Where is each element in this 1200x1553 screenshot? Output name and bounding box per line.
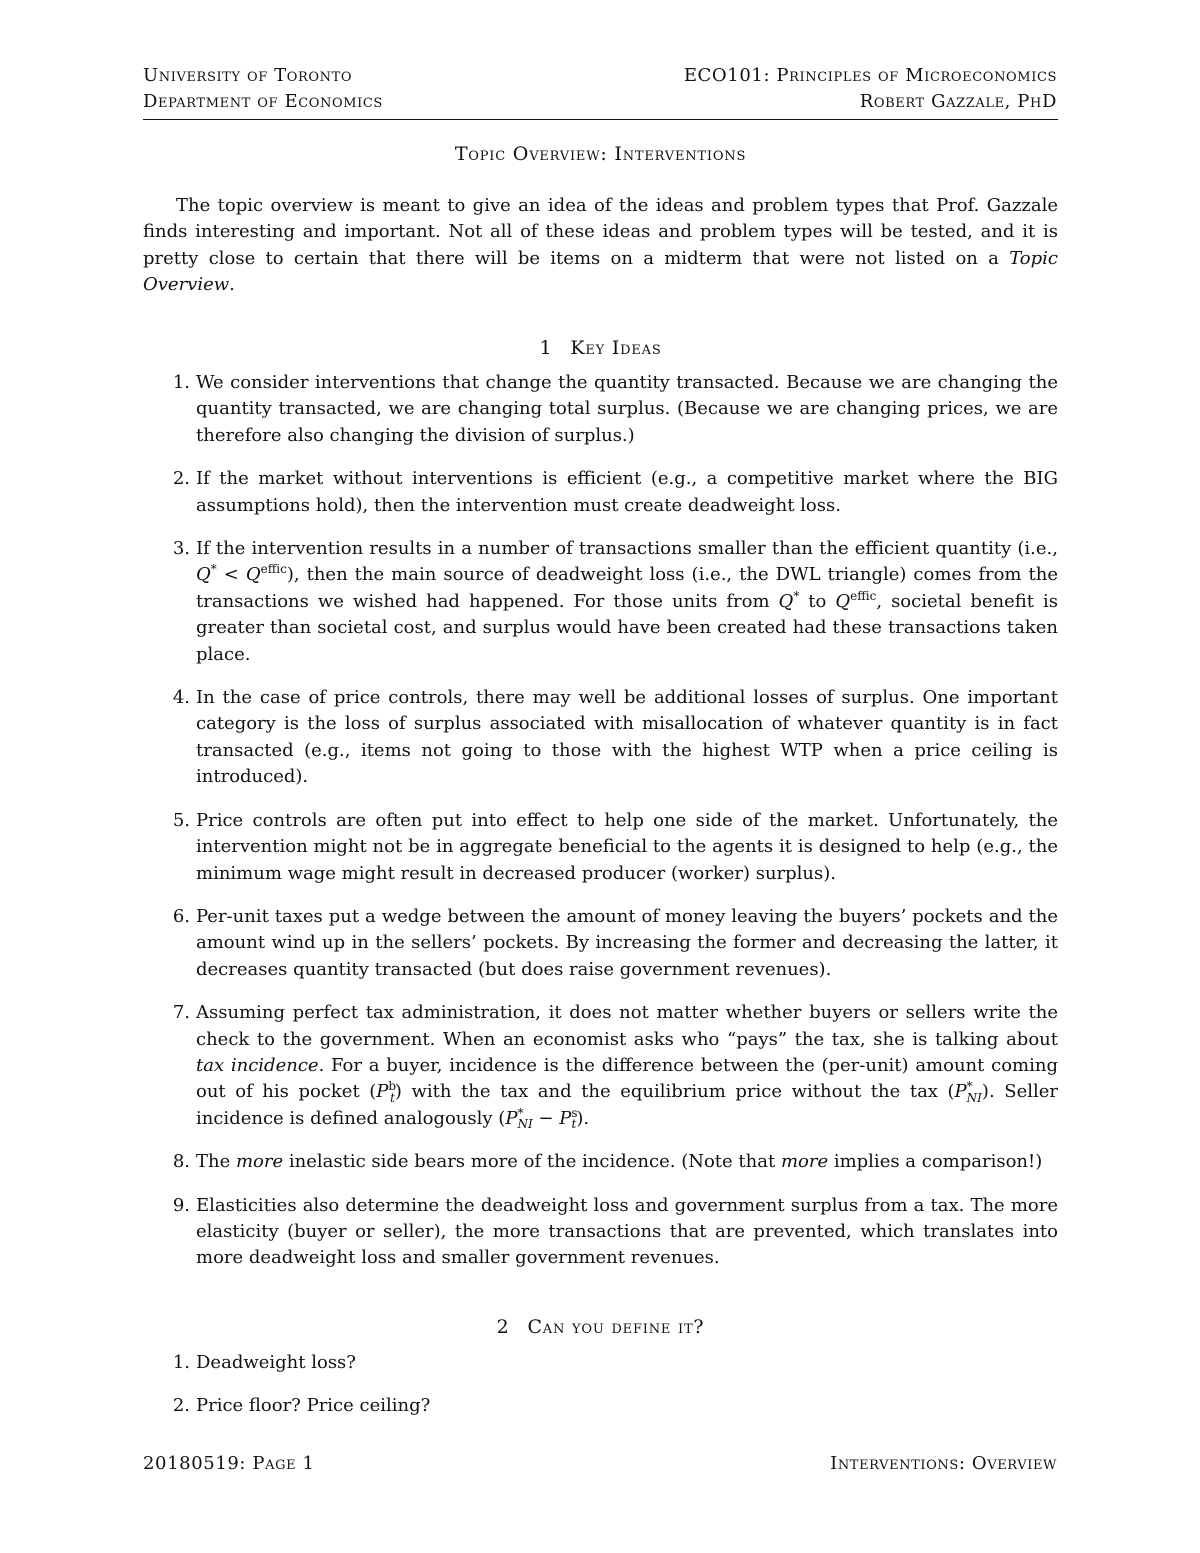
section-heading-key-ideas [143, 337, 1058, 359]
item-number: 5. [172, 809, 190, 831]
item-text: We consider interventions that change the quantity transacted. Because we are changing the quantity transacted, we are changing total surplus. (Because we are changing prices, we are therefore also changing the division of surplus.) [196, 372, 1058, 446]
item-text: , societal benefit is greater than societal cost, and surplus would have been created had these transactions taken place. [196, 590, 1059, 665]
list-item [172, 904, 1058, 983]
course-name: ECO101: Principles of Microeconomics [683, 65, 1057, 86]
math-sub: t [390, 1090, 395, 1105]
list-item [172, 1149, 1058, 1175]
list-item [172, 685, 1058, 791]
math-q: Q [835, 590, 851, 612]
item-number: 9. [172, 1194, 190, 1216]
footer-page-info: 20180519: Page 1 [143, 1453, 315, 1474]
instructor-name: Robert Gazzale, PhD [859, 91, 1057, 112]
list-item [172, 1000, 1058, 1132]
math-effic: effic [850, 588, 877, 603]
math-p: P [954, 1081, 967, 1103]
math-sup: s [571, 1105, 578, 1120]
item-number: 3. [172, 538, 190, 560]
item-text: The [196, 1151, 236, 1173]
item-text: . For a buyer, incidence is the difference between the (per-unit) amount coming out of his pocket ( [196, 1054, 1058, 1103]
math-minus: − [532, 1107, 560, 1129]
item-emphasis: tax incidence [196, 1054, 319, 1076]
item-text: ) with the tax and the equilibrium price without the tax ( [394, 1081, 955, 1103]
item-text: Deadweight loss? [196, 1352, 356, 1373]
list-item [172, 1350, 1058, 1376]
math-sub: t [571, 1117, 577, 1132]
header-rule [143, 119, 1058, 120]
math-star: * [793, 588, 800, 603]
math-sub: NI [966, 1090, 982, 1105]
math-star: * [966, 1079, 973, 1094]
list-item [172, 808, 1058, 887]
item-text: Price floor? Price ceiling? [196, 1395, 431, 1417]
math-sub: NI [517, 1117, 533, 1132]
item-text: Price controls are often put into effect to help one side of the market. Unfortunately, the intervention might not be in aggregate beneficial to the agents it is designed to help (e.g., the minimum wage might result in decreased producer (worker) surplus). [196, 809, 1058, 884]
item-number: 8. [172, 1151, 190, 1173]
header-right [684, 63, 1057, 115]
item-text: inelastic side bears more of the incidence. (Note that [283, 1151, 781, 1173]
section-title: Can you define it? [527, 1316, 705, 1338]
item-number: 6. [172, 905, 190, 927]
item-text: Assuming perfect tax administration, it does not matter whether buyers or sellers write the check to the government. When an economist asks who “pays” the tax, she is talking about [196, 1002, 1058, 1050]
list-item [172, 536, 1059, 668]
university-name: University of Toronto [143, 65, 353, 86]
header-left [143, 63, 383, 115]
math-effic: effic [260, 562, 287, 577]
math-sup: b [388, 1079, 397, 1094]
list-item [172, 1393, 1058, 1419]
section-number: 1 [539, 337, 553, 359]
footer-topic: Interventions: Overview [830, 1453, 1057, 1474]
item-text: Per-unit taxes put a wedge between the amount of money leaving the buyers’ pockets and the amount wind up in the sellers’ pockets. By increasing the former and decreasing the latter, it decreases quantity transacted (but does raise government revenues). [196, 905, 1058, 980]
item-emphasis: more [780, 1151, 829, 1173]
key-ideas-list [172, 370, 1059, 1289]
item-text: implies a comparison!) [828, 1151, 1043, 1173]
item-text: Elasticities also determine the deadweight loss and government surplus from a tax. The more elasticity (buyer or seller), the more transactions that are prevented, which translates into more deadweight loss and smaller government revenues. [196, 1194, 1058, 1269]
item-number: 1. [172, 1352, 190, 1373]
item-number: 1. [172, 372, 190, 393]
item-emphasis: more [235, 1151, 284, 1173]
list-item [172, 466, 1058, 519]
math-p: P [559, 1107, 572, 1129]
intro-paragraph [143, 193, 1058, 299]
define-list [172, 1350, 1058, 1437]
math-q: Q [778, 590, 794, 612]
item-text: ). [576, 1107, 590, 1129]
math-p: P [376, 1081, 389, 1103]
item-text: ). Seller incidence is defined analogously ( [196, 1081, 1058, 1129]
list-item [172, 1193, 1058, 1272]
item-text: If the intervention results in a number of transactions smaller than the efficient quantity (i.e., [196, 538, 1058, 560]
item-number: 2. [172, 1395, 190, 1417]
math-p: P [505, 1107, 518, 1129]
math-q: Q [245, 564, 261, 586]
item-text: to [799, 590, 836, 612]
item-number: 4. [172, 687, 190, 709]
section-title: Key Ideas [570, 337, 662, 359]
math-q: Q [196, 564, 211, 586]
item-number: 7. [172, 1002, 190, 1024]
item-text: In the case of price controls, there may well be additional losses of surplus. One important category is the loss of surplus associated with misallocation of whatever quantity is in fact transacted (e.g., items not going to those with the highest WTP when a price ceiling is introduced). [196, 687, 1058, 788]
item-text: If the market without interventions is efficient (e.g., a competitive market where the BIG assumptions hold), then the intervention must create deadweight loss. [196, 468, 1058, 516]
page-title: Topic Overview: Interventions [454, 143, 747, 165]
list-item [172, 370, 1058, 449]
intro-italic: Topic Overview [143, 247, 1058, 296]
intro-end: . [229, 274, 235, 296]
math-star: * [517, 1105, 524, 1120]
intro-text: The topic overview is meant to give an idea of the ideas and problem types that Prof. Gazzale finds interesting and important. Not all of these ideas and problem types will be tested, and it is pretty close to certain that there will be items on a midterm that were not listed on a [143, 195, 1058, 269]
item-number: 2. [172, 468, 190, 490]
section-number: 2 [496, 1316, 510, 1338]
department-name: Department of Economics [143, 91, 383, 112]
math-lt: < [216, 564, 246, 586]
math-star: * [210, 562, 217, 577]
item-text: ), then the main source of deadweight loss (i.e., the DWL triangle) comes from the transactions we wished had happened. For those units from [196, 564, 1058, 612]
section-heading-define [143, 1316, 1058, 1338]
